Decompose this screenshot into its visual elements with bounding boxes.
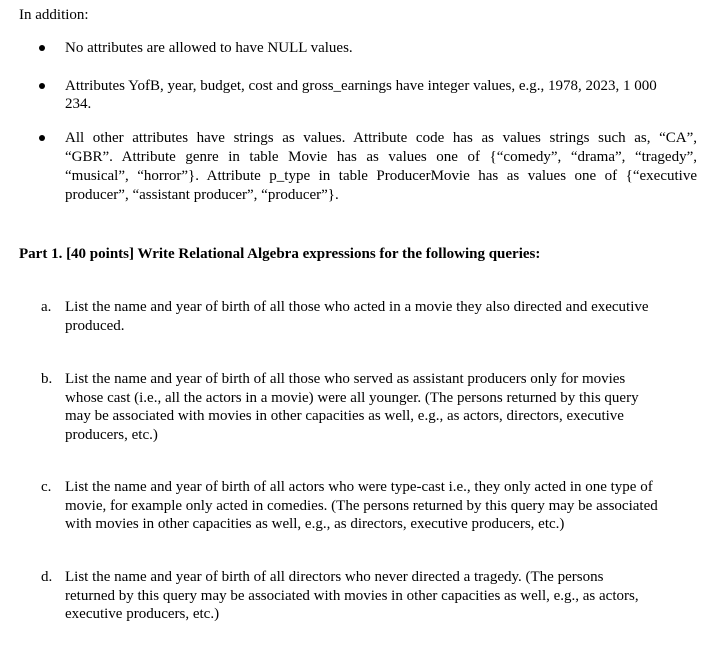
query-b-line-4: producers, etc.) bbox=[65, 427, 158, 443]
query-d-line-3: executive producers, etc.) bbox=[65, 606, 220, 622]
bullet-3-line-4: producer”, “assistant producer”, “producer”}. bbox=[65, 187, 339, 203]
query-c-marker: c. bbox=[41, 479, 52, 495]
intro-heading: In addition: bbox=[19, 7, 89, 23]
query-d-marker: d. bbox=[41, 569, 53, 585]
bullet-1-line-1: No attributes are allowed to have NULL values. bbox=[65, 40, 353, 56]
query-b-line-2: whose cast (i.e., all the actors in a movie) were all younger. (The persons returned by this query bbox=[65, 390, 639, 406]
bullet-icon bbox=[39, 135, 45, 141]
part-1-heading: Part 1. [40 points] Write Relational Algebra expressions for the following queries: bbox=[19, 246, 541, 262]
query-c-line-1: List the name and year of birth of all actors who were type-cast i.e., they only acted in one type of bbox=[65, 479, 653, 495]
query-d-line-2: returned by this query may be associated with movies in other capacities as well, e.g., as actors, bbox=[65, 588, 639, 604]
query-c-line-2: movie, for example only acted in comedies. (The persons returned by this query may be associated bbox=[65, 498, 658, 514]
bullet-icon bbox=[39, 45, 45, 51]
bullet-3-line-2: “GBR”. Attribute genre in table Movie has as values one of {“comedy”, “drama”, “tragedy”, bbox=[65, 149, 697, 165]
query-d-line-1: List the name and year of birth of all directors who never directed a tragedy. (The persons bbox=[65, 569, 604, 585]
query-a-line-2: produced. bbox=[65, 318, 125, 334]
query-b-line-3: may be associated with movies in other capacities as well, e.g., as actors, directors, executive bbox=[65, 408, 624, 424]
query-b-marker: b. bbox=[41, 371, 53, 387]
query-a-line-1: List the name and year of birth of all those who acted in a movie they also directed and executive bbox=[65, 299, 649, 315]
query-b-line-1: List the name and year of birth of all those who served as assistant producers only for movies bbox=[65, 371, 626, 387]
bullet-2-line-2: 234. bbox=[65, 96, 92, 112]
bullet-2-line-1: Attributes YofB, year, budget, cost and gross_earnings have integer values, e.g., 1978, 2023, 1 000 bbox=[65, 78, 657, 94]
bullet-icon bbox=[39, 83, 45, 89]
query-c-line-3: with movies in other capacities as well, e.g., as directors, executive producers, etc.) bbox=[65, 516, 565, 532]
bullet-3-line-3: “musical”, “horror”}. Attribute p_type in table ProducerMovie has as values one of {“executive bbox=[65, 168, 697, 184]
bullet-3-line-1: All other attributes have strings as values. Attribute code has as values strings such as, “CA”, bbox=[65, 130, 697, 146]
query-a-marker: a. bbox=[41, 299, 52, 315]
